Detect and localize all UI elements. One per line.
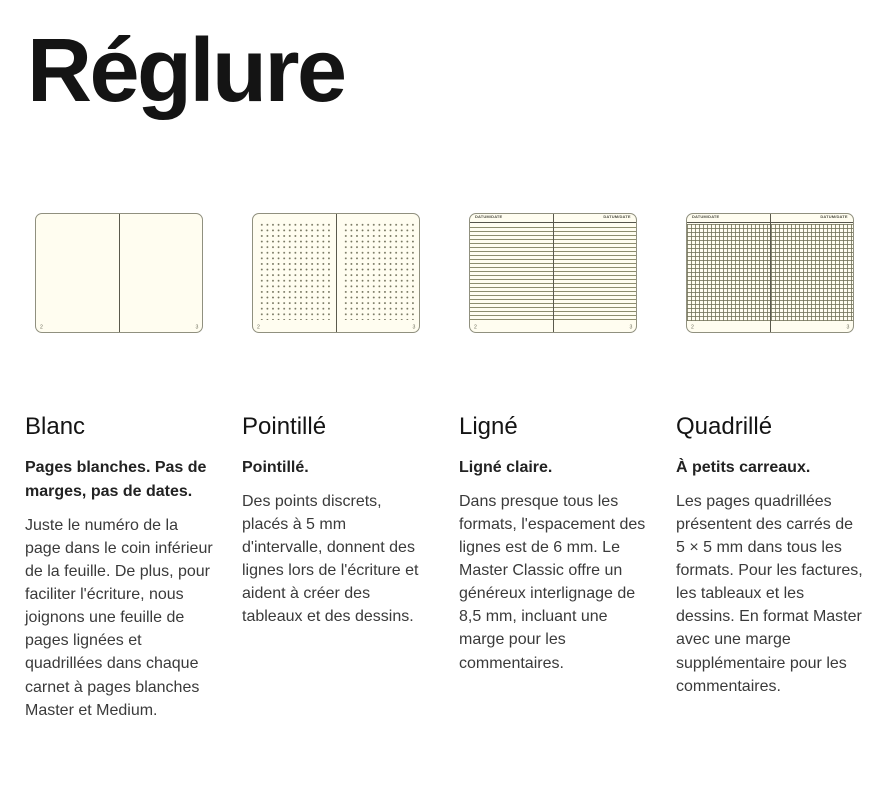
column-quadrille	[676, 213, 864, 722]
horizontal-lines-pattern	[470, 224, 553, 320]
ruling-subtitle: Ligné claire.	[459, 459, 553, 477]
page-number: 2	[691, 323, 694, 330]
notebook-page-left	[470, 214, 554, 332]
column-ligne	[459, 213, 647, 722]
page-number: 3	[412, 323, 415, 330]
notebook-blank-illustration	[35, 213, 203, 333]
notebook-page-right	[771, 214, 854, 332]
horizontal-lines-pattern	[554, 224, 637, 320]
notebook-grid-illustration	[686, 213, 854, 333]
page-number: 3	[846, 323, 849, 330]
ruling-description: Des points discrets, placés à 5 mm d'intervalle, donnent des lignes lors de l'écriture et aident à créer des tableaux et des dessins.	[242, 493, 419, 626]
page-number: 2	[257, 323, 260, 330]
dot-grid-pattern	[342, 221, 415, 320]
page-number: 2	[474, 323, 477, 330]
notebook-page-left	[253, 214, 337, 332]
notebook-page-left	[36, 214, 120, 332]
ruling-columns	[25, 213, 890, 722]
ruling-heading: Blanc	[25, 412, 86, 440]
ruling-subtitle: Pointillé.	[242, 459, 309, 477]
column-blanc	[25, 213, 213, 722]
notebook-page-right	[120, 214, 203, 332]
ruling-description: Dans presque tous les formats, l'espacement des lignes est de 6 mm. Le Master Classic offre un généreux interlignage de 8,5 mm, incluant une marge pour les commentaires.	[459, 493, 646, 672]
date-label: DATUM/DATE	[475, 214, 503, 219]
notebook-page-right	[554, 214, 637, 332]
notebook-illustration-wrapper	[25, 213, 213, 333]
dot-grid-pattern	[258, 221, 331, 320]
page-title: Réglure	[27, 21, 345, 121]
date-label: DATUM/DATE	[603, 214, 631, 219]
square-grid-pattern	[771, 224, 854, 321]
notebook-illustration-wrapper	[242, 213, 430, 333]
ruling-subtitle: À petits carreaux.	[676, 459, 811, 477]
notebook-lined-illustration	[469, 213, 637, 333]
date-label: DATUM/DATE	[820, 214, 848, 219]
ruling-description: Les pages quadrillées présentent des carrés de 5 × 5 mm dans tous les formats. Pour les factures, les tableaux et les dessins. En format Master avec une marge supplémentaire pour les commentaires.	[676, 493, 863, 695]
notebook-page-right	[337, 214, 420, 332]
ruling-heading: Pointillé	[242, 412, 327, 440]
page-number: 3	[629, 323, 632, 330]
notebook-page-left	[687, 214, 771, 332]
notebook-illustration-wrapper	[676, 213, 864, 333]
square-grid-pattern	[687, 224, 770, 321]
ruling-subtitle: Pages blanches. Pas de marges, pas de dates.	[25, 459, 207, 501]
page-number: 2	[40, 323, 43, 330]
ruling-heading: Quadrillé	[676, 412, 773, 440]
ruling-heading: Ligné	[459, 412, 518, 440]
notebook-illustration-wrapper	[459, 213, 647, 333]
notebook-dotted-illustration	[252, 213, 420, 333]
page-number: 3	[195, 323, 198, 330]
column-pointille	[242, 213, 430, 722]
ruling-description: Juste le numéro de la page dans le coin inférieur de la feuille. De plus, pour faciliter l'écriture, nous joignons une feuille de pages lignées et quadrillées dans chaque carnet à pages blanches Master et Medium.	[25, 517, 213, 719]
date-label: DATUM/DATE	[692, 214, 720, 219]
